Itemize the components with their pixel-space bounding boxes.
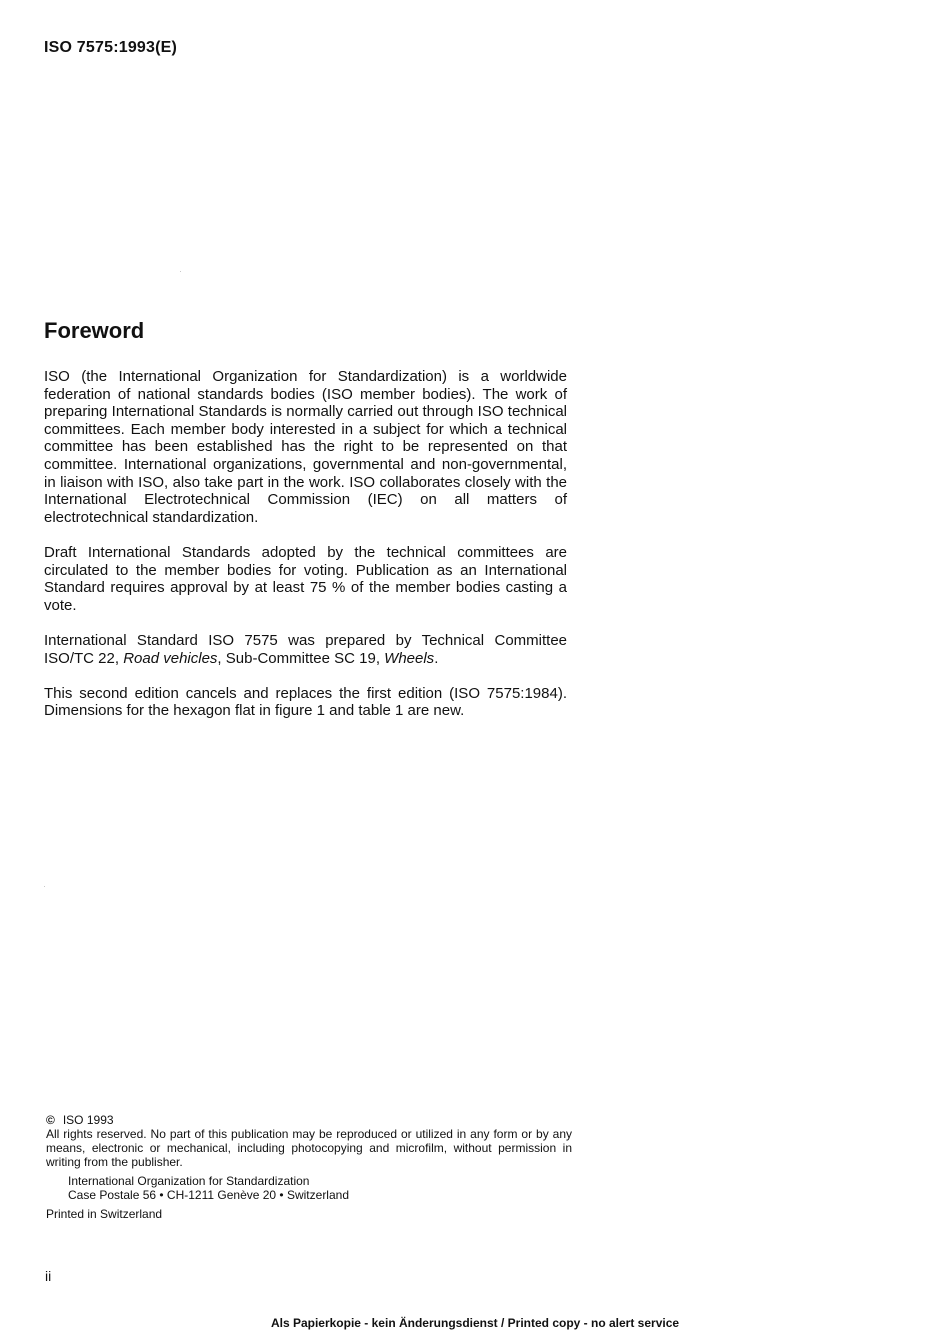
foreword-paragraph-4: This second edition cancels and replaces the first edition (ISO 7575:1984). Dimensions for the hexagon flat in figure 1 and table 1 are new. [44,684,567,720]
paragraph-3-text-c: . [434,649,439,667]
road-vehicles-term: Road vehicles [123,649,218,667]
publisher-org: International Organization for Standardization [68,1174,310,1188]
footer-note: Als Papierkopie - kein Änderungsdienst / Printed copy - no alert service [270,1316,680,1330]
publisher-address [46,1174,572,1202]
document-id: ISO 7575:1993(E) [44,39,178,56]
copyright-line [46,1113,572,1127]
scan-speck [180,271,181,272]
paragraph-3-text-b: , Sub-Committee SC 19, [217,649,385,667]
page-number: ii [45,1268,52,1284]
printed-in: Printed in Switzerland [46,1207,163,1221]
scan-speck [44,886,45,887]
publisher-postal: Case Postale 56 • CH-1211 Genève 20 • Switzerland [68,1188,349,1202]
paragraph-3-text-a: International Standard ISO 7575 was prepared by Technical Committee ISO/TC 22, [44,631,567,667]
foreword-paragraph-2: Draft International Standards adopted by the technical committees are circulated to the member bodies for voting. Publication as an International Standard requires approval by at least 75 % of the member bodies casting a vote. [44,543,567,614]
wheels-term: Wheels [384,649,435,667]
copyright-text: ISO 1993 [62,1113,114,1127]
copyright-icon: © [46,1113,55,1127]
foreword-paragraph-1: ISO (the International Organization for Standardization) is a worldwide federation of national standards bodies (ISO member bodies). The work of preparing International Standards is normally carried out through ISO technical committees. Each member body interested in a subject for which a technical committee has been established has the right to be represented on that committee. International organizations, governmental and non-governmental, in liaison with ISO, also take part in the work. ISO collaborates closely with the International Electrotechnical Commission (IEC) on all matters of electrotechnical standardization. [44,368,567,526]
foreword-body [44,368,567,737]
foreword-paragraph-3 [44,632,567,667]
rights-statement: All rights reserved. No part of this publication may be reproduced or utilized in any form or by any means, electronic or mechanical, including photocopying and microfilm, without permission in writing from the publisher. [46,1127,572,1169]
foreword-title: Foreword [44,318,145,343]
copyright-block [46,1113,572,1221]
